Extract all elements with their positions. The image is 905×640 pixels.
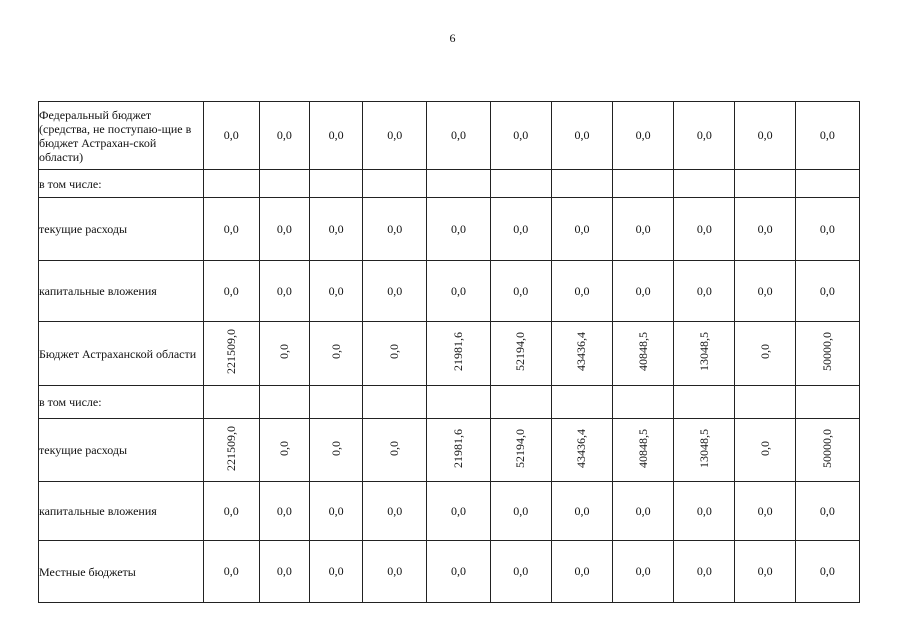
value-cell <box>674 482 735 541</box>
table-row <box>39 419 860 482</box>
cell-value: 0,0 <box>696 221 712 236</box>
cell-value: 0,0 <box>819 564 835 578</box>
value-cell <box>735 102 795 170</box>
row-label: Бюджет Астраханской области <box>39 322 204 386</box>
value-cell <box>259 541 309 603</box>
cell-value: 52194,0 <box>513 332 528 371</box>
value-cell <box>674 322 735 386</box>
cell-value: 221509,0 <box>223 329 238 374</box>
cell-value: 0,0 <box>451 564 466 578</box>
cell-value: 0,0 <box>451 503 466 518</box>
value-cell <box>795 261 859 322</box>
value-cell <box>613 386 674 419</box>
cell-value: 0,0 <box>574 221 590 236</box>
budget-table <box>38 101 860 603</box>
value-cell <box>795 322 859 386</box>
value-cell <box>259 482 309 541</box>
row-label: капитальные вложения <box>39 261 204 322</box>
value-cell <box>363 261 427 322</box>
value-cell <box>551 386 612 419</box>
value-cell <box>613 261 674 322</box>
cell-value: 0,0 <box>328 221 344 236</box>
cell-value: 0,0 <box>387 128 403 142</box>
value-cell <box>490 198 551 261</box>
cell-value: 0,0 <box>574 128 590 142</box>
cell-value: 0,0 <box>757 564 773 578</box>
cell-value: 0,0 <box>696 128 712 142</box>
cell-value: 0,0 <box>819 283 835 298</box>
cell-value: 0,0 <box>635 283 651 298</box>
cell-value: 0,0 <box>757 283 773 298</box>
cell-value: 0,0 <box>328 503 344 518</box>
value-cell <box>735 482 795 541</box>
cell-value: 43436,4 <box>574 428 589 468</box>
cell-value: 0,0 <box>574 283 590 298</box>
cell-value: 0,0 <box>513 221 529 236</box>
cell-value: 0,0 <box>328 564 344 578</box>
row-label: в том числе: <box>39 170 204 198</box>
value-cell <box>427 482 490 541</box>
value-cell <box>490 541 551 603</box>
cell-value: 0,0 <box>819 128 835 142</box>
value-cell <box>551 322 612 386</box>
value-cell <box>551 482 612 541</box>
cell-value: 13048,5 <box>696 428 711 468</box>
cell-value: 0,0 <box>328 440 343 456</box>
value-cell <box>203 386 259 419</box>
cell-value: 221509,0 <box>223 425 238 471</box>
value-cell <box>259 261 309 322</box>
cell-value: 0,0 <box>696 283 712 298</box>
value-cell <box>363 170 427 198</box>
row-label: Местные бюджеты <box>39 541 204 603</box>
cell-value: 0,0 <box>757 128 773 142</box>
value-cell <box>674 541 735 603</box>
value-cell <box>735 198 795 261</box>
cell-value: 0,0 <box>387 221 403 236</box>
cell-value: 0,0 <box>451 283 466 298</box>
value-cell <box>551 541 612 603</box>
value-cell <box>309 482 362 541</box>
table-row <box>39 386 860 419</box>
cell-value: 0,0 <box>387 503 403 518</box>
cell-value: 0,0 <box>513 503 529 518</box>
value-cell <box>427 322 490 386</box>
value-cell <box>427 419 490 482</box>
table-row <box>39 322 860 386</box>
value-cell <box>795 419 859 482</box>
value-cell <box>309 419 362 482</box>
cell-value: 0,0 <box>574 503 590 518</box>
value-cell <box>259 322 309 386</box>
value-cell <box>613 541 674 603</box>
cell-value: 0,0 <box>223 564 239 578</box>
value-cell <box>363 482 427 541</box>
value-cell <box>674 198 735 261</box>
value-cell <box>363 198 427 261</box>
value-cell <box>203 419 259 482</box>
value-cell <box>551 198 612 261</box>
table-row <box>39 198 860 261</box>
value-cell <box>795 386 859 419</box>
value-cell <box>203 482 259 541</box>
cell-value: 0,0 <box>757 221 773 236</box>
value-cell <box>674 261 735 322</box>
value-cell <box>427 198 490 261</box>
cell-value: 0,0 <box>757 440 772 456</box>
cell-value: 0,0 <box>513 283 529 298</box>
cell-value: 0,0 <box>451 221 466 236</box>
cell-value: 0,0 <box>635 128 651 142</box>
cell-value: 0,0 <box>276 128 292 142</box>
value-cell <box>795 102 859 170</box>
value-cell <box>735 170 795 198</box>
value-cell <box>490 261 551 322</box>
value-cell <box>427 261 490 322</box>
value-cell <box>613 482 674 541</box>
cell-value: 0,0 <box>276 440 291 456</box>
value-cell <box>490 102 551 170</box>
value-cell <box>613 170 674 198</box>
cell-value: 21981,6 <box>451 332 465 371</box>
value-cell <box>427 170 490 198</box>
value-cell <box>613 102 674 170</box>
value-cell <box>259 102 309 170</box>
cell-value: 0,0 <box>276 221 292 236</box>
cell-value: 0,0 <box>635 564 651 578</box>
cell-value: 13048,5 <box>696 332 711 371</box>
cell-value: 0,0 <box>387 564 403 578</box>
row-label: текущие расходы <box>39 419 204 482</box>
value-cell <box>613 322 674 386</box>
table-row <box>39 102 860 170</box>
row-label: в том числе: <box>39 386 204 419</box>
value-cell <box>490 386 551 419</box>
table-row <box>39 261 860 322</box>
value-cell <box>551 170 612 198</box>
row-label: текущие расходы <box>39 198 204 261</box>
cell-value: 40848,5 <box>635 332 650 371</box>
value-cell <box>203 322 259 386</box>
value-cell <box>490 482 551 541</box>
value-cell <box>309 386 362 419</box>
value-cell <box>735 386 795 419</box>
value-cell <box>309 322 362 386</box>
cell-value: 0,0 <box>276 283 292 298</box>
cell-value: 0,0 <box>223 221 239 236</box>
cell-value: 0,0 <box>451 128 466 142</box>
value-cell <box>203 170 259 198</box>
value-cell <box>203 261 259 322</box>
cell-value: 0,0 <box>635 221 651 236</box>
value-cell <box>363 386 427 419</box>
row-label: Федеральный бюджет (средства, не поступаю-щие в бюджет Астрахан-ской области) <box>39 102 204 170</box>
value-cell <box>363 322 427 386</box>
value-cell <box>674 102 735 170</box>
value-cell <box>551 261 612 322</box>
value-cell <box>795 541 859 603</box>
value-cell <box>613 198 674 261</box>
table-row <box>39 482 860 541</box>
value-cell <box>735 541 795 603</box>
cell-value: 0,0 <box>696 503 712 518</box>
value-cell <box>309 261 362 322</box>
cell-value: 0,0 <box>276 564 292 578</box>
page-number: 6 <box>449 31 456 45</box>
table-row <box>39 170 860 198</box>
value-cell <box>490 322 551 386</box>
cell-value: 0,0 <box>513 564 529 578</box>
cell-value: 0,0 <box>819 221 835 236</box>
cell-value: 0,0 <box>223 503 239 518</box>
cell-value: 50000,0 <box>819 428 834 468</box>
value-cell <box>309 170 362 198</box>
cell-value: 0,0 <box>819 503 835 518</box>
value-cell <box>674 170 735 198</box>
cell-value: 0,0 <box>276 503 292 518</box>
cell-value: 0,0 <box>328 344 343 359</box>
cell-value: 0,0 <box>757 503 773 518</box>
cell-value: 0,0 <box>328 128 344 142</box>
value-cell <box>795 198 859 261</box>
value-cell <box>674 386 735 419</box>
cell-value: 0,0 <box>328 283 344 298</box>
value-cell <box>795 170 859 198</box>
table-body <box>39 102 860 603</box>
value-cell <box>551 419 612 482</box>
value-cell <box>259 419 309 482</box>
cell-value: 0,0 <box>513 128 529 142</box>
value-cell <box>427 102 490 170</box>
cell-value: 21981,6 <box>451 428 465 468</box>
cell-value: 50000,0 <box>819 332 834 371</box>
value-cell <box>203 198 259 261</box>
value-cell <box>363 541 427 603</box>
cell-value: 0,0 <box>757 344 772 359</box>
value-cell <box>735 261 795 322</box>
value-cell <box>490 419 551 482</box>
value-cell <box>203 102 259 170</box>
value-cell <box>735 322 795 386</box>
value-cell <box>735 419 795 482</box>
cell-value: 0,0 <box>574 564 590 578</box>
cell-value: 0,0 <box>635 503 651 518</box>
cell-value: 43436,4 <box>574 332 589 371</box>
value-cell <box>259 198 309 261</box>
value-cell <box>309 198 362 261</box>
cell-value: 52194,0 <box>513 428 528 468</box>
cell-value: 0,0 <box>387 283 403 298</box>
value-cell <box>259 386 309 419</box>
value-cell <box>203 541 259 603</box>
cell-value: 0,0 <box>223 283 239 298</box>
table-row <box>39 541 860 603</box>
value-cell <box>259 170 309 198</box>
value-cell <box>674 419 735 482</box>
value-cell <box>490 170 551 198</box>
value-cell <box>427 386 490 419</box>
value-cell <box>309 102 362 170</box>
cell-value: 40848,5 <box>635 428 650 468</box>
cell-value: 0,0 <box>387 344 402 359</box>
value-cell <box>795 482 859 541</box>
cell-value: 0,0 <box>276 344 291 359</box>
cell-value: 0,0 <box>696 564 712 578</box>
value-cell <box>363 102 427 170</box>
cell-value: 0,0 <box>223 128 239 142</box>
value-cell <box>427 541 490 603</box>
value-cell <box>363 419 427 482</box>
cell-value: 0,0 <box>387 440 402 456</box>
value-cell <box>613 419 674 482</box>
value-cell <box>309 541 362 603</box>
row-label: капитальные вложения <box>39 482 204 541</box>
value-cell <box>551 102 612 170</box>
